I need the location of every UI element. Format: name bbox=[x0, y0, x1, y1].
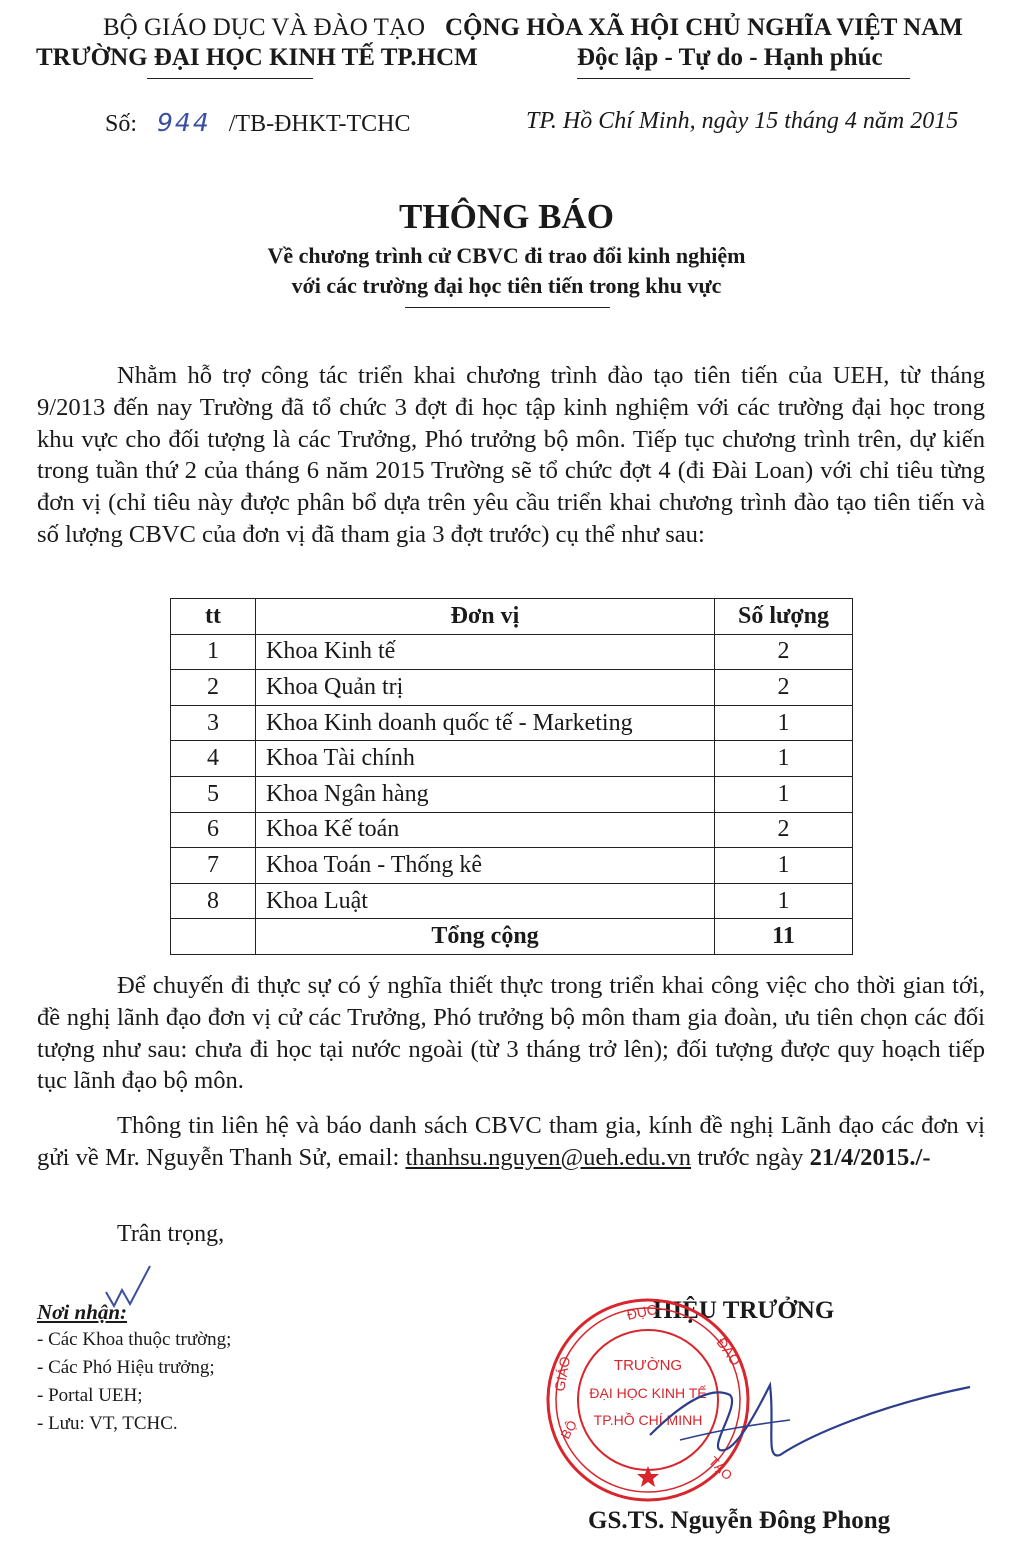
row-index: 1 bbox=[171, 634, 256, 670]
table-header-row bbox=[171, 599, 853, 635]
row-quantity: 2 bbox=[715, 812, 853, 848]
initial-stroke bbox=[106, 1266, 150, 1306]
header-left-underline bbox=[147, 78, 313, 79]
recipient-item: - Các Khoa thuộc trường; bbox=[37, 1329, 232, 1350]
row-index: 8 bbox=[171, 883, 256, 919]
closing-greeting: Trân trọng, bbox=[117, 1221, 225, 1247]
row-index: 6 bbox=[171, 812, 256, 848]
recipients-label: Nơi nhận: bbox=[37, 1300, 128, 1324]
paragraph-contact bbox=[37, 1110, 985, 1174]
row-quantity: 1 bbox=[715, 741, 853, 777]
table-row bbox=[171, 670, 853, 706]
seal-text-top: ĐỤC bbox=[625, 1300, 659, 1323]
seal-text-bottom-left: BỘ bbox=[557, 1417, 580, 1442]
row-index: 3 bbox=[171, 705, 256, 741]
republic-name: CỘNG HÒA XÃ HỘI CHỦ NGHĨA VIỆT NAM bbox=[445, 14, 963, 41]
row-quantity: 1 bbox=[715, 883, 853, 919]
national-motto: Độc lập - Tự do - Hạnh phúc bbox=[577, 44, 883, 71]
allocation-table bbox=[170, 598, 853, 955]
row-quantity: 1 bbox=[715, 848, 853, 884]
row-unit: Khoa Tài chính bbox=[256, 741, 715, 777]
table-row bbox=[171, 741, 853, 777]
row-quantity: 1 bbox=[715, 705, 853, 741]
total-empty-cell bbox=[171, 919, 256, 955]
total-label: Tổng cộng bbox=[256, 919, 715, 955]
signature-underline-stroke bbox=[680, 1420, 790, 1440]
recipient-item: - Các Phó Hiệu trưởng; bbox=[37, 1357, 215, 1378]
handwritten-initial bbox=[100, 1262, 160, 1322]
row-unit: Khoa Kế toán bbox=[256, 812, 715, 848]
paragraph-criteria: Để chuyến đi thực sự có ý nghĩa thiết thực trong triển khai công việc cho thời gian tới, đề nghị lãnh đạo đơn vị cử các Trưởng, Phó trưởng bộ môn tham gia đoàn, ưu tiên chọn các đối tượng như sau: chưa đi học tại nước ngoài (từ 3 tháng trở lên); đối tượng được quy hoạch tiếp tục lãnh đạo bộ môn. bbox=[37, 972, 985, 1095]
table-total-row bbox=[171, 919, 853, 955]
recipient-item: - Portal UEH; bbox=[37, 1385, 143, 1406]
row-quantity: 2 bbox=[715, 670, 853, 706]
total-value: 11 bbox=[715, 919, 853, 955]
table-row bbox=[171, 705, 853, 741]
title-underline bbox=[405, 307, 610, 308]
seal-center-line-3: TP.HỒ CHÍ MINH bbox=[593, 1412, 703, 1428]
motto-underline bbox=[577, 78, 910, 79]
table-row bbox=[171, 812, 853, 848]
table-row bbox=[171, 883, 853, 919]
number-suffix: /TB-ĐHKT-TCHC bbox=[228, 111, 411, 137]
signer-name: GS.TS. Nguyễn Đông Phong bbox=[588, 1507, 891, 1534]
paragraph-intro: Nhằm hỗ trợ công tác triển khai chương trình đào tạo tiên tiến của UEH, từ tháng 9/2013 đến nay Trường đã tổ chức 3 đợt đi học tập kinh nghiệm với các trường đại học trong khu vực cho đối tượng là các Trưởng, Phó trưởng bộ môn. Tiếp tục chương trình trên, dự kiến trong tuần thứ 2 của tháng 6 năm 2015 Trường sẽ tổ chức đợt 4 (đi Đài Loan) với chỉ tiêu từng đơn vị (chỉ tiêu này được phân bổ dựa trên yêu cầu triển khai chương trình đào tạo tiên tiến và số lượng CBVC của đơn vị đã tham gia 3 đợt trước) cụ thể như sau: bbox=[37, 362, 985, 548]
recipient-item: - Lưu: VT, TCHC. bbox=[37, 1413, 178, 1434]
seal-text-right: ĐÀO bbox=[713, 1334, 745, 1369]
deadline-date: 21/4/2015./- bbox=[809, 1143, 931, 1171]
row-unit: Khoa Luật bbox=[256, 883, 715, 919]
contact-email-link[interactable]: thanhsu.nguyen@ueh.edu.vn bbox=[405, 1143, 692, 1171]
subtitle-line-1: Về chương trình cử CBVC đi trao đổi kinh nghiệm bbox=[267, 243, 746, 268]
row-index: 5 bbox=[171, 776, 256, 812]
subtitle-line-2: với các trường đại học tiên tiến trong khu vực bbox=[291, 273, 722, 298]
table-row bbox=[171, 776, 853, 812]
seal-center-line-2: ĐẠI HỌC KINH TẾ bbox=[589, 1385, 707, 1401]
header-quantity: Số lượng bbox=[715, 599, 853, 635]
header-tt: tt bbox=[171, 599, 256, 635]
row-index: 4 bbox=[171, 741, 256, 777]
recipients-list bbox=[37, 1326, 231, 1438]
signer-role: HIỆU TRƯỞNG bbox=[653, 1297, 835, 1324]
seal-center-line-1: TRƯỜNG bbox=[613, 1357, 683, 1374]
row-unit: Khoa Ngân hàng bbox=[256, 776, 715, 812]
row-unit: Khoa Kinh doanh quốc tế - Marketing bbox=[256, 705, 715, 741]
place-date: TP. Hồ Chí Minh, ngày 15 tháng 4 năm 2015 bbox=[526, 108, 959, 134]
row-unit: Khoa Quản trị bbox=[256, 670, 715, 706]
number-prefix: Số: bbox=[105, 111, 138, 137]
signature-mark bbox=[640, 1365, 980, 1475]
row-index: 7 bbox=[171, 848, 256, 884]
handwritten-number: 944 bbox=[157, 108, 211, 137]
header-unit: Đơn vị bbox=[256, 599, 715, 635]
contact-text: Thông tin liên hệ và báo danh sách CBVC tham gia, kính đề nghị Lãnh đạo các đơn vị gửi về Mr. Nguyễn Thanh Sử, email: bbox=[37, 1112, 985, 1171]
row-unit: Khoa Toán - Thống kê bbox=[256, 848, 715, 884]
contact-text-before-deadline: trước ngày bbox=[691, 1143, 810, 1171]
document-title: THÔNG BÁO bbox=[399, 197, 614, 236]
row-index: 2 bbox=[171, 670, 256, 706]
table-row bbox=[171, 634, 853, 670]
seal-text-bottom-right: TẠO bbox=[705, 1453, 736, 1484]
ministry-name: BỘ GIÁO DỤC VÀ ĐÀO TẠO bbox=[103, 14, 425, 41]
seal-text-left: GIÁO bbox=[551, 1355, 574, 1393]
table-row bbox=[171, 848, 853, 884]
document-number bbox=[105, 108, 411, 138]
row-unit: Khoa Kinh tế bbox=[256, 634, 715, 670]
university-name: TRƯỜNG ĐẠI HỌC KINH TẾ TP.HCM bbox=[36, 44, 478, 71]
row-quantity: 2 bbox=[715, 634, 853, 670]
signature-stroke bbox=[650, 1385, 970, 1455]
row-quantity: 1 bbox=[715, 776, 853, 812]
